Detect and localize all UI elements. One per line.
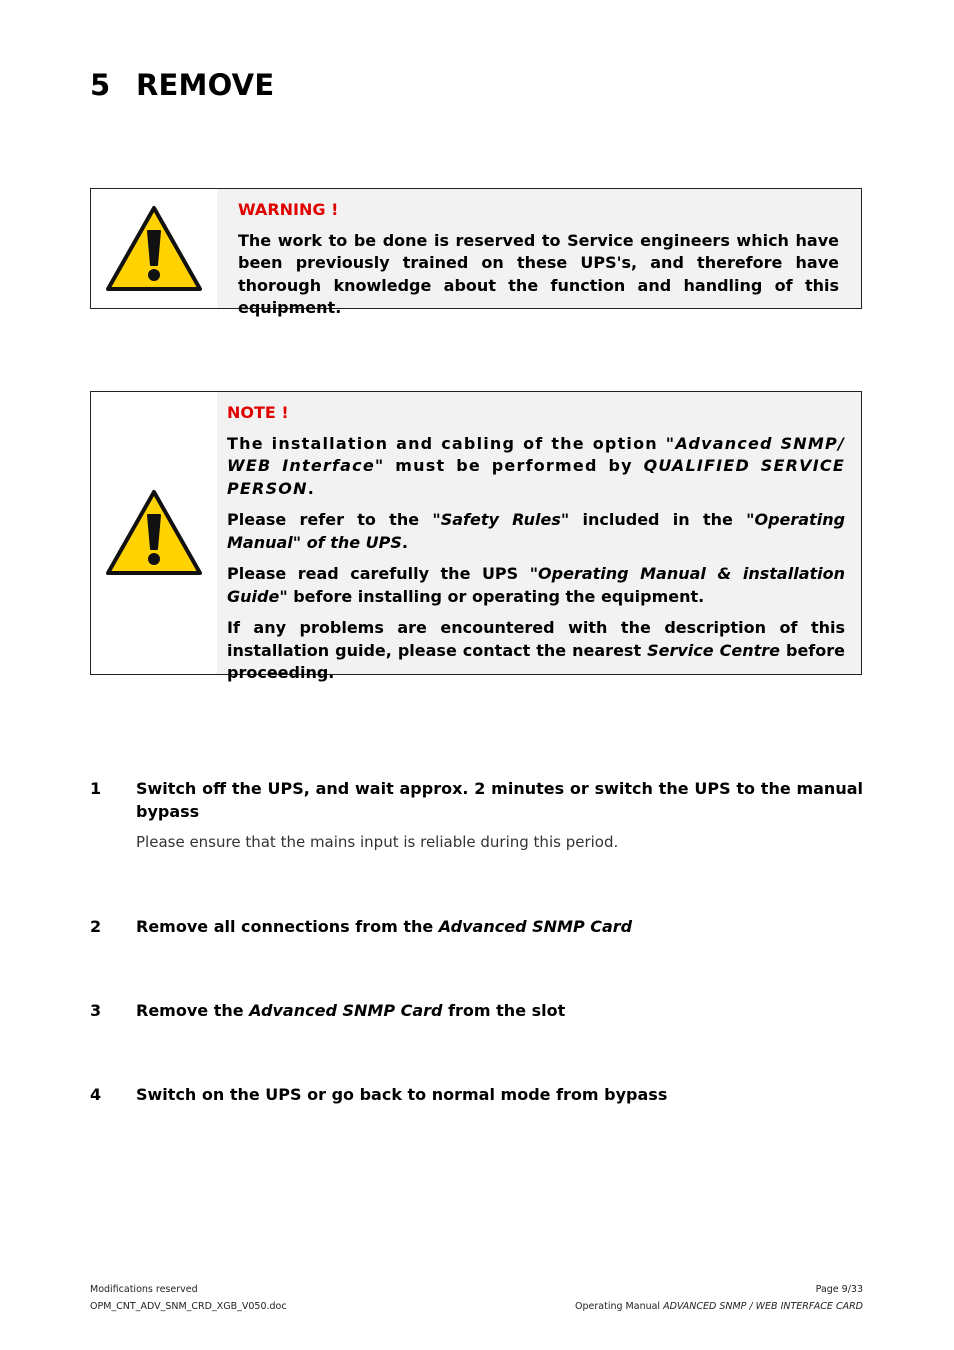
step-text: Remove all connections from the Advanced SNMP Card bbox=[136, 917, 633, 936]
step-text: Switch off the UPS, and wait approx. 2 minutes or switch the UPS to the manual bypass bbox=[136, 779, 863, 821]
step-2 bbox=[90, 915, 863, 938]
footer-filename: OPM_CNT_ADV_SNM_CRD_XGB_V050.doc bbox=[90, 1301, 287, 1312]
warning-text: The work to be done is reserved to Service engineers which have been previously trained on these UPS's, and therefore have thorough knowledge about the function and handling of this equipment. bbox=[238, 230, 839, 317]
step-number: 3 bbox=[90, 1001, 102, 1020]
note-icon-cell bbox=[91, 392, 218, 674]
warning-triangle-icon bbox=[105, 205, 203, 293]
note-label: NOTE ! bbox=[227, 403, 289, 422]
warning-text-cell bbox=[217, 189, 861, 317]
step-text: Remove the Advanced SNMP Card from the slot bbox=[136, 1001, 566, 1020]
warning-box bbox=[90, 188, 862, 317]
warning-triangle-icon bbox=[105, 489, 203, 577]
section-heading bbox=[90, 68, 274, 102]
footer-modifications: Modifications reserved bbox=[90, 1284, 198, 1295]
step-4 bbox=[90, 1083, 863, 1106]
step-1 bbox=[90, 777, 863, 823]
step-3 bbox=[90, 999, 863, 1022]
section-number: 5 bbox=[90, 68, 111, 102]
footer-page-number: Page 9/33 bbox=[815, 1284, 863, 1295]
note-paragraph-problems: If any problems are encountered with the description of this installation guide, please contact the nearest Service Centre before proceeding. bbox=[227, 618, 845, 682]
note-box bbox=[90, 391, 862, 682]
step-1-note: Please ensure that the mains input is reliable during this period. bbox=[136, 833, 619, 851]
step-text: Switch on the UPS or go back to normal mode from bypass bbox=[136, 1085, 668, 1104]
step-number: 1 bbox=[90, 779, 102, 798]
note-paragraph-read: Please read carefully the UPS "Operating Manual & installation Guide" before installing or operating the equipment. bbox=[227, 564, 846, 606]
step-number: 4 bbox=[90, 1085, 102, 1104]
section-title: REMOVE bbox=[136, 68, 275, 102]
note-text-cell bbox=[217, 392, 861, 682]
note-paragraph-safety: Please refer to the "Safety Rules" included in the "Operating Manual" of the UPS. bbox=[227, 510, 846, 552]
warning-label: WARNING ! bbox=[238, 200, 339, 219]
warning-icon-cell bbox=[91, 189, 218, 308]
note-paragraph-qualified: The installation and cabling of the option "Advanced SNMP/ WEB Interface" must be performed by QUALIFIED SERVICE PERSON. bbox=[227, 433, 845, 498]
footer-manual-title: Operating Manual ADVANCED SNMP / WEB INTERFACE CARD bbox=[575, 1301, 863, 1312]
step-number: 2 bbox=[90, 917, 102, 936]
